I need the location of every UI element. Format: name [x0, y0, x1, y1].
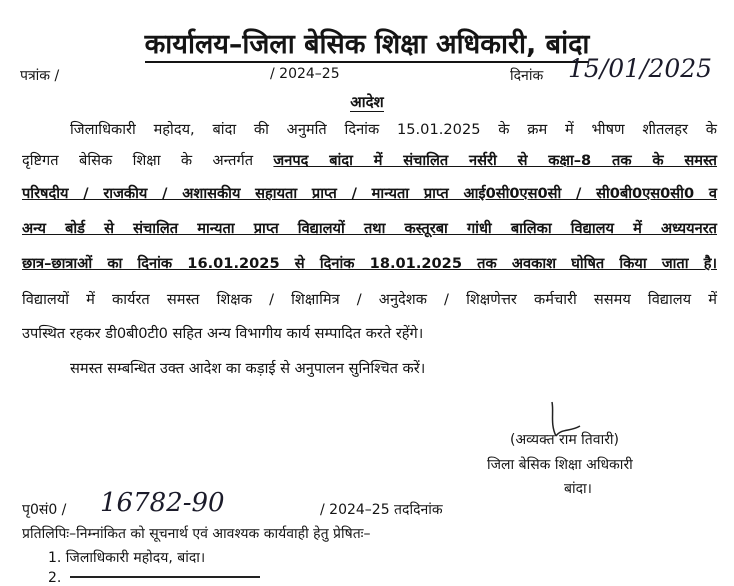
handwritten-date: 15/01/2025 [568, 54, 713, 83]
order-line-2-emphasis: जनपद बांदा में संचालित नर्सरी से कक्षा–8 तक के समस्त [273, 152, 718, 169]
pratilipi-line: प्रतिलिपिः–निम्नांकित को सूचनार्थ एवं आवश्यक कार्यवाही हेतु प्रेषितः– [22, 526, 371, 542]
order-line-3: परिषदीय / राजकीय / अशासकीय सहायता प्राप्त / मान्यता प्राप्त आई0सी0एस0सी / सी0बी0एस0सी0 व [22, 185, 717, 202]
order-line-2: दृष्टिगत बेसिक शिक्षा के अन्तर्गत जनपद बांदा में संचालित नर्सरी से कक्षा–8 तक के समस्त [22, 152, 718, 169]
handwritten-pusan: 16782-90 [100, 488, 225, 518]
patrank-label: पत्रांक / [20, 68, 60, 84]
order-line-8: समस्त सम्बन्धित उक्त आदेश का कड़ाई से अनुपालन सुनिश्चित करें। [70, 360, 426, 377]
order-line-7: उपस्थित रहकर डी0बी0टी0 सहित अन्य विभागीय कार्य सम्पादित करते रहेंगे। [22, 325, 424, 342]
pusan-year: / 2024–25 तददिनांक [320, 502, 443, 518]
signatory-place: बांदा। [564, 481, 592, 497]
order-line-5: छात्र–छात्राओं का दिनांक 16.01.2025 से दिनांक 18.01.2025 तक अवकाश घोषित किया जाता है। [22, 255, 717, 272]
copy-item-1: 1. जिलाधिकारी महोदय, बांदा। [48, 550, 206, 566]
office-title: कार्यालय–जिला बेसिक शिक्षा अधिकारी, बांदा [0, 24, 734, 61]
copy-item-2: 2. [48, 570, 62, 586]
date-label: दिनांक [510, 68, 544, 84]
signatory-designation: जिला बेसिक शिक्षा अधिकारी [487, 457, 633, 473]
year-reference: / 2024–25 [270, 66, 340, 82]
order-line-4: अन्य बोर्ड से संचालित मान्यता प्राप्त विद्यालयों तथा कस्तूरबा गांधी बालिका विद्यालय में अध्ययनरत [22, 220, 717, 237]
signatory-name: (अव्यक्त राम तिवारी) [510, 432, 620, 448]
order-heading: आदेश [350, 93, 384, 111]
order-line-1: जिलाधिकारी महोदय, बांदा की अनुमति दिनांक 15.01.2025 के क्रम में भीषण शीतलहर के [70, 121, 717, 138]
order-line-6: विद्यालयों में कार्यरत समस्त शिक्षक / शिक्षामित्र / अनुदेशक / शिक्षणेत्तर कर्मचारी ससमय विद्यालय में [22, 291, 717, 308]
pusan-label: पृ0सं0 / [22, 502, 67, 518]
